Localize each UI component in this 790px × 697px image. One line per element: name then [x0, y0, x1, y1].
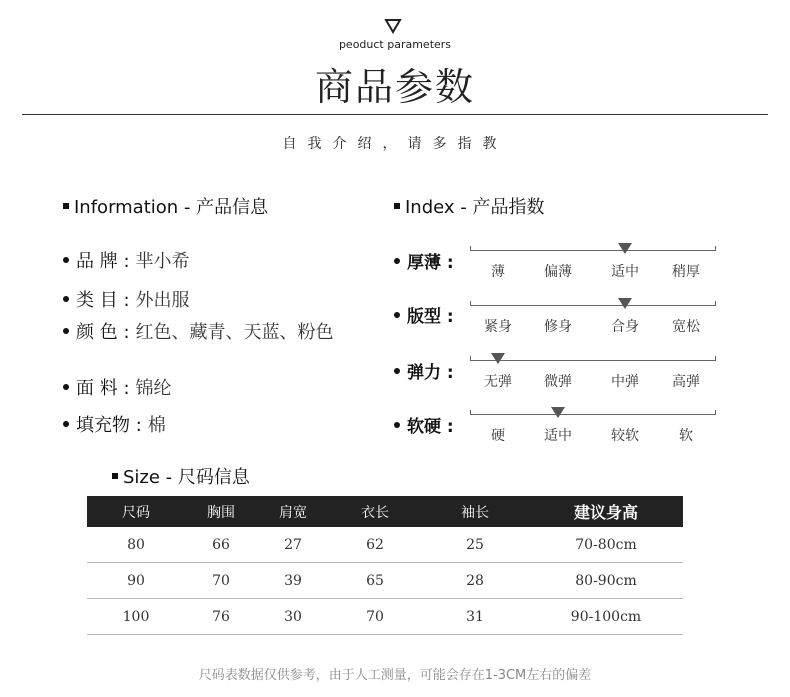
scale-tick: [470, 356, 471, 361]
index-label-text: 厚薄 :: [407, 253, 454, 273]
index-label-softness: [394, 412, 454, 437]
table-cell: 100: [87, 599, 185, 635]
info-value: 红色、藏青、天蓝、粉色: [135, 322, 334, 343]
dot-bullet-icon: [63, 257, 69, 263]
info-row-color: [63, 318, 334, 344]
scale-tick: [715, 301, 716, 306]
info-row-filling: [63, 411, 166, 437]
dot-bullet-icon: [394, 422, 400, 428]
size-heading-text: Size - 尺码信息: [123, 467, 250, 488]
dot-bullet-icon: [63, 328, 69, 334]
column-header: 衣长: [329, 496, 421, 527]
scale-tick: [715, 410, 716, 415]
info-row-category: [63, 286, 190, 312]
scale-option: 中弹: [611, 374, 639, 390]
index-label-elasticity: [394, 358, 454, 383]
table-cell: 70-80cm: [529, 527, 683, 563]
title-divider: [22, 114, 768, 115]
info-label: 面 料 :: [76, 378, 130, 399]
scale-line: [470, 250, 716, 251]
table-cell: 62: [329, 527, 421, 563]
scale-option: 修身: [544, 319, 572, 335]
scale-marker-icon: [618, 298, 632, 309]
dot-bullet-icon: [63, 421, 69, 427]
table-row: [87, 599, 683, 635]
column-header: 袖长: [421, 496, 529, 527]
scale-marker-icon: [618, 243, 632, 254]
info-value: 棉: [147, 415, 166, 436]
square-bullet-icon: [63, 203, 69, 209]
scale-option: 薄: [491, 264, 505, 280]
info-label: 品 牌 :: [76, 251, 130, 272]
table-cell: 70: [185, 563, 257, 599]
scale-option: 较软: [611, 428, 639, 444]
info-value: 芈小希: [135, 251, 190, 272]
information-heading-text: Information - 产品信息: [74, 197, 269, 218]
table-cell: 39: [257, 563, 329, 599]
scale-option: 适中: [544, 428, 572, 444]
scale-tick: [470, 410, 471, 415]
square-bullet-icon: [394, 203, 400, 209]
table-cell: 25: [421, 527, 529, 563]
scale-option: 稍厚: [672, 264, 700, 280]
column-header: 胸围: [185, 496, 257, 527]
dot-bullet-icon: [63, 296, 69, 302]
scale-line: [470, 360, 716, 361]
down-triangle-icon: [384, 18, 402, 34]
footnote: 尺码表数据仅供参考，由于人工测量，可能会存在1-3CM左右的偏差: [198, 668, 592, 683]
scale-option: 合身: [611, 319, 639, 335]
table-row: [87, 563, 683, 599]
scale-option: 紧身: [484, 319, 512, 335]
index-heading: [394, 193, 545, 219]
dot-bullet-icon: [394, 312, 400, 318]
subtitle-en: peoduct parameters: [338, 38, 452, 51]
scale-elasticity: [470, 360, 716, 390]
table-cell: 28: [421, 563, 529, 599]
table-cell: 80: [87, 527, 185, 563]
column-header: 建议身高: [529, 496, 683, 527]
size-heading: [112, 463, 250, 489]
size-table: [87, 496, 683, 635]
scale-option: 硬: [491, 428, 505, 444]
scale-tick: [470, 301, 471, 306]
scale-option: 微弹: [544, 374, 572, 390]
index-label-fit: [394, 302, 454, 327]
scale-fit: [470, 305, 716, 335]
scale-marker-icon: [491, 353, 505, 364]
scale-option: 宽松: [672, 319, 700, 335]
table-cell: 66: [185, 527, 257, 563]
scale-line: [470, 414, 716, 415]
scale-option: 适中: [611, 264, 639, 280]
size-table-header: [87, 496, 683, 527]
index-label-text: 软硬 :: [407, 417, 454, 437]
scale-tick: [715, 356, 716, 361]
index-label-thickness: [394, 248, 454, 273]
table-cell: 31: [421, 599, 529, 635]
information-heading: [63, 193, 268, 219]
dot-bullet-icon: [63, 384, 69, 390]
scale-marker-icon: [551, 407, 565, 418]
info-value: 锦纶: [135, 378, 172, 399]
info-row-brand: [63, 247, 190, 273]
column-header: 尺码: [87, 496, 185, 527]
scale-tick: [470, 246, 471, 251]
table-cell: 30: [257, 599, 329, 635]
dot-bullet-icon: [394, 258, 400, 264]
info-label: 颜 色 :: [76, 322, 130, 343]
scale-option: 高弹: [672, 374, 700, 390]
scale-line: [470, 305, 716, 306]
page-title: 商品参数: [314, 65, 475, 109]
info-row-fabric: [63, 374, 172, 400]
table-cell: 27: [257, 527, 329, 563]
table-cell: 70: [329, 599, 421, 635]
info-label: 类 目 :: [76, 290, 130, 311]
column-header: 肩宽: [257, 496, 329, 527]
table-cell: 76: [185, 599, 257, 635]
scale-option: 偏薄: [544, 264, 572, 280]
table-cell: 90-100cm: [529, 599, 683, 635]
scale-tick: [715, 246, 716, 251]
table-cell: 90: [87, 563, 185, 599]
index-label-text: 版型 :: [407, 307, 454, 327]
scale-option: 软: [679, 428, 693, 444]
dot-bullet-icon: [394, 368, 400, 374]
scale-softness: [470, 414, 716, 444]
index-heading-text: Index - 产品指数: [405, 197, 545, 218]
square-bullet-icon: [112, 473, 118, 479]
info-label: 填充物 :: [76, 415, 142, 436]
index-label-text: 弹力 :: [407, 363, 454, 383]
scale-option: 无弹: [484, 374, 512, 390]
table-row: [87, 527, 683, 563]
table-cell: 65: [329, 563, 421, 599]
info-value: 外出服: [135, 290, 190, 311]
intro-text: 自我介绍，请多指教: [282, 136, 508, 152]
table-cell: 80-90cm: [529, 563, 683, 599]
scale-thickness: [470, 250, 716, 280]
